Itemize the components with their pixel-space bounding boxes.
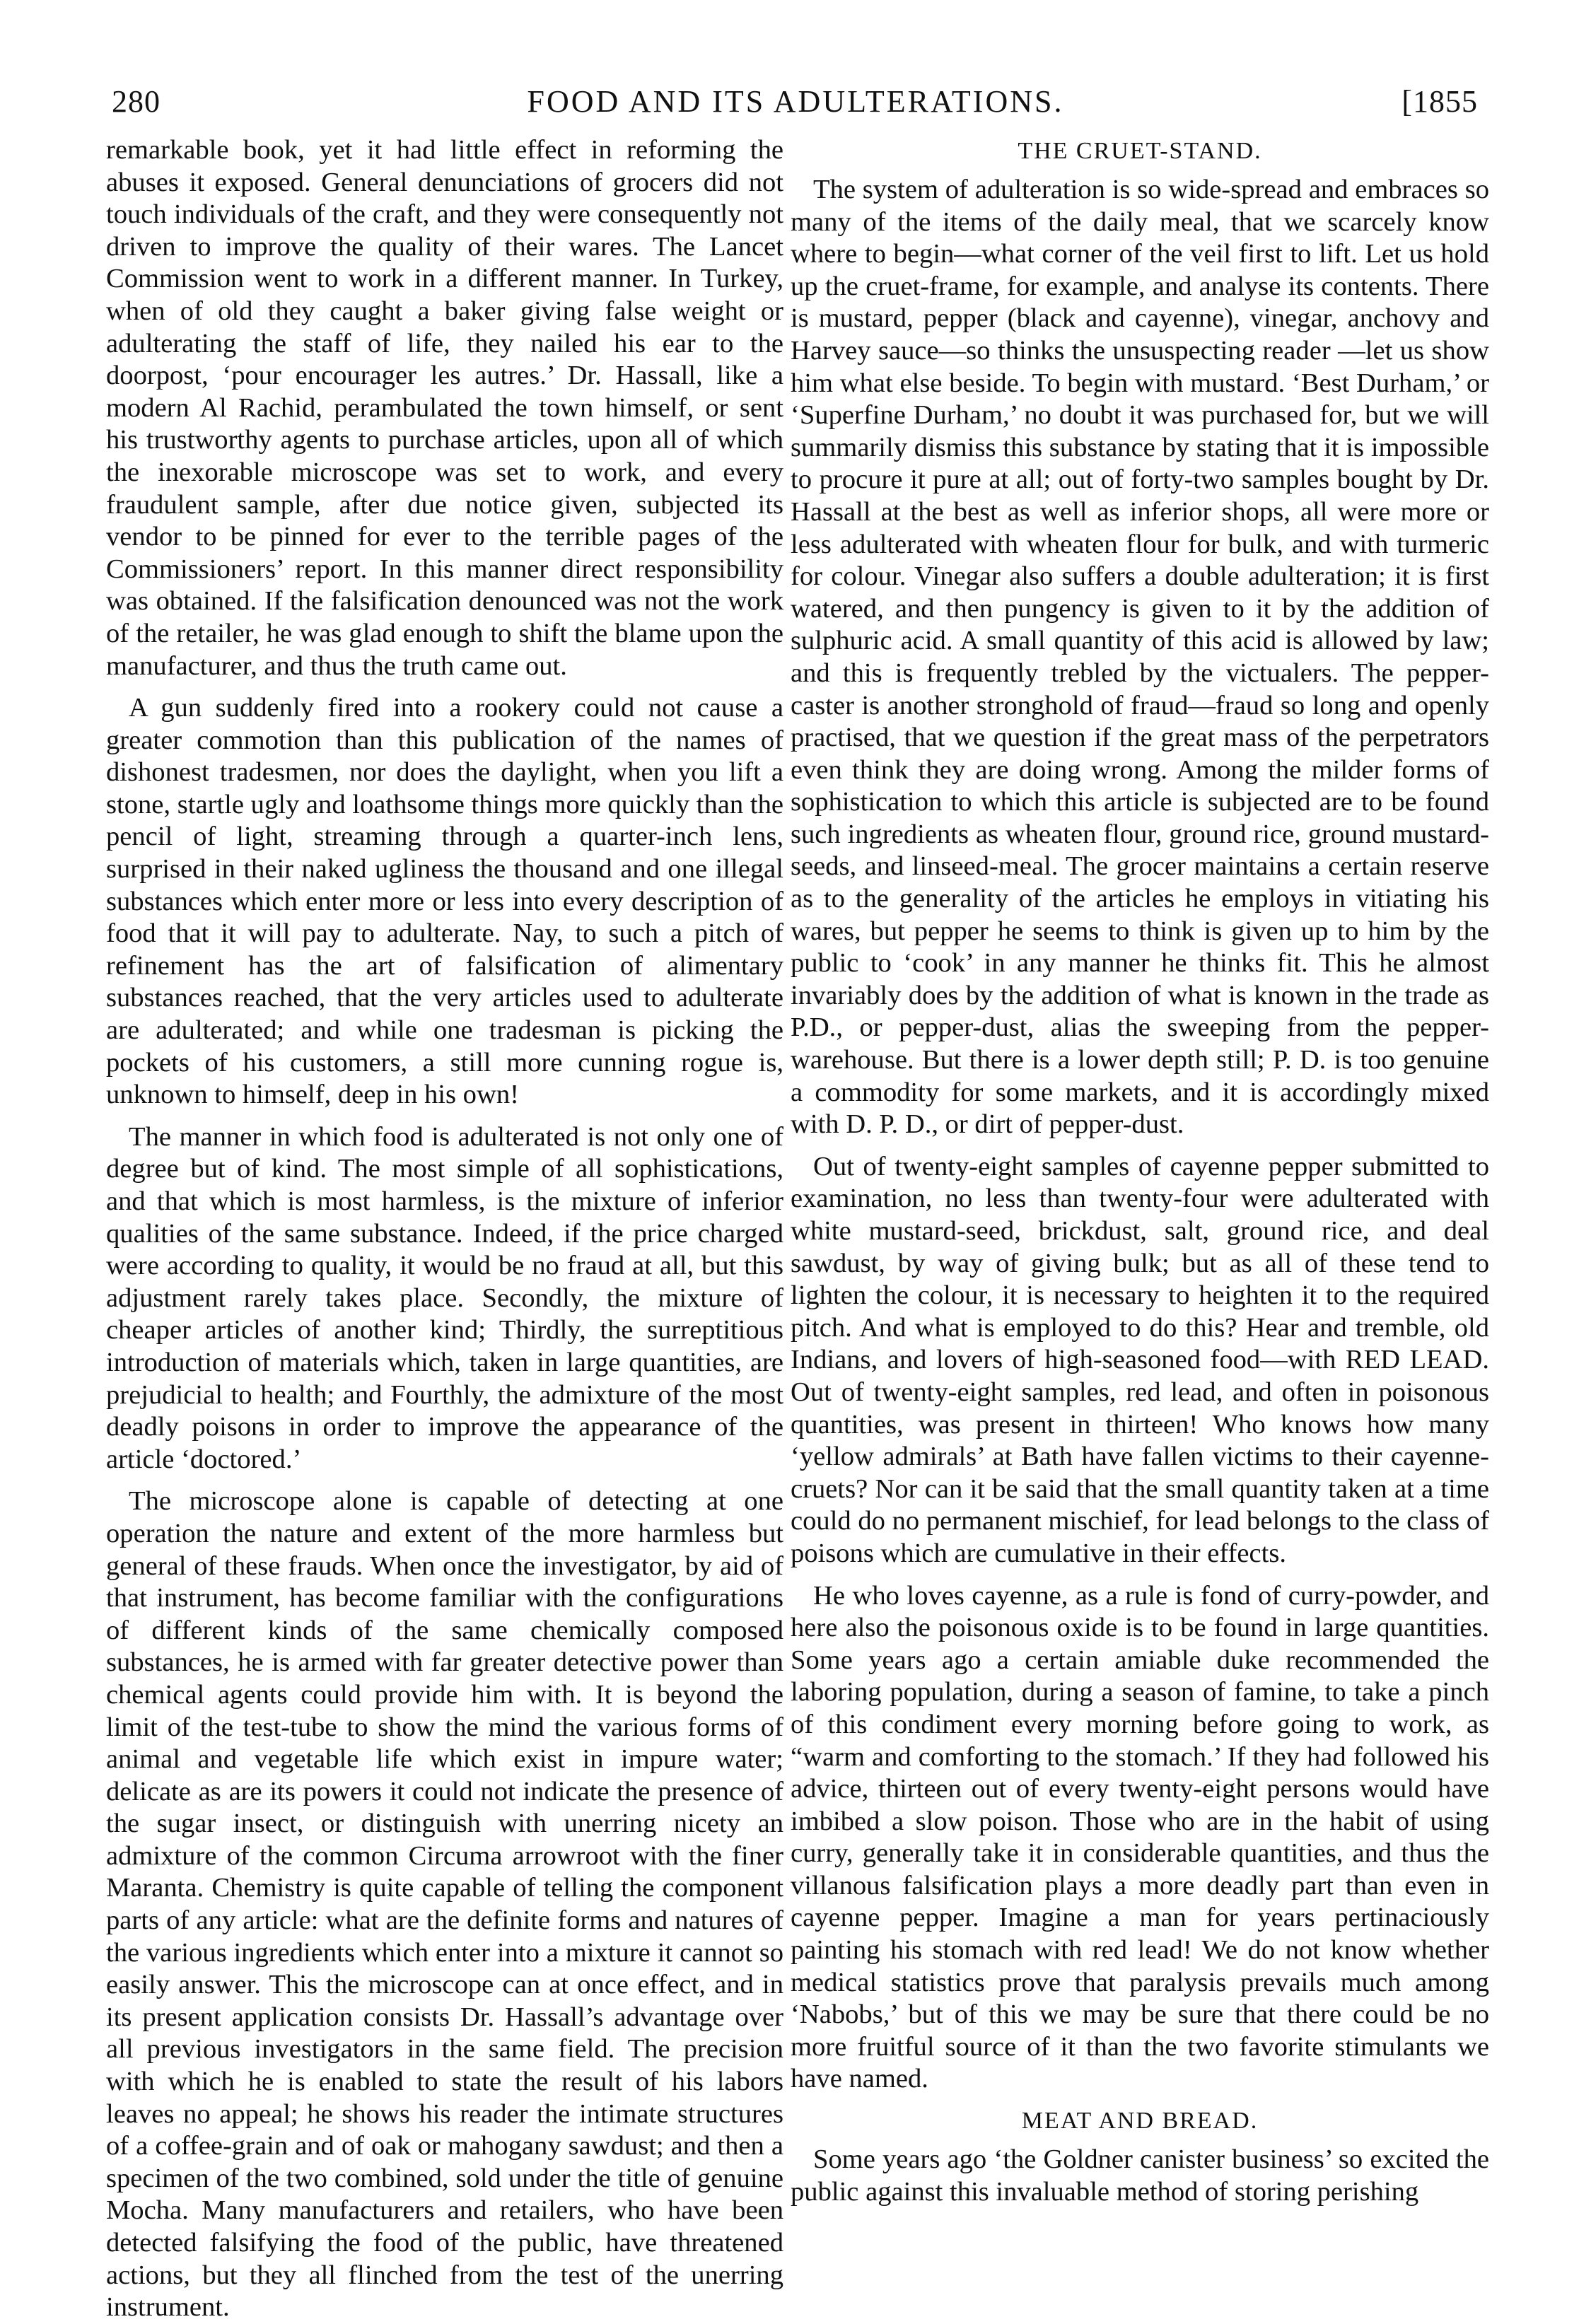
paragraph: The microscope alone is capable of detecting at one operation the nature and extent of the more harmless but general of these frauds. When once the investigator, by aid of that instrument, has become familiar with the configurations of different kinds of the same chemically composed substances, he is armed with far greater detective power than chemical agents could provide him with. It is beyond the limit of the test-tube to show the mind the various forms of animal and vegetable life which exist in impure water; delicate as are its powers it could not indicate the presence of the sugar insect, or distinguish with unerring nicety an admixture of the common Circuma arrowroot with the finer Maranta. Chemistry is quite capable of telling the component parts of any article: what are the definite forms and natures of the various ingredients which enter into a mixture it cannot so easily answer. This the microscope can at once effect, and in its present application consists Dr. Hassall’s advantage over all previous investigators in the same field. The precision with which he is enabled to state the result of his labors leaves no appeal; he shows his reader the intimate structures of a coffee-grain and of oak or mahogany sawdust; and then a specimen of the two combined, sold under the title of genuine Mocha. Many manufacturers and retailers, who have been detected falsifying the food of the public, have threatened actions, but they all flinched from the test of the unerring instrument.: [106, 1486, 783, 2323]
left-column: [106, 134, 783, 2324]
right-column: [791, 136, 1489, 2208]
paragraph: Out of twenty-eight samples of cayenne pepper submitted to examination, no less than twenty-four were adulterated with white mustard-seed, brickdust, salt, ground rice, and deal sawdust, by way of giving bulk; but as all of these tend to lighten the colour, it is necessary to heighten it to the required pitch. And what is employed to do this? Hear and tremble, old Indians, and lovers of high-seasoned food—with RED LEAD. Out of twenty-eight samples, red lead, and often in poisonous quantities, was present in thirteen! Who knows how many ‘yellow admirals’ at Bath have fallen victims to their cayenne-cruets? Nor can it be said that the small quantity taken at a time could do no permanent mischief, for lead belongs to the class of poisons which are cumulative in their effects.: [791, 1151, 1489, 1568]
page-number: 280: [112, 84, 161, 119]
section-heading-cruet-stand: THE CRUET-STAND.: [1018, 138, 1262, 164]
paragraph: A gun suddenly fired into a rookery could not cause a greater commotion than this publication of the names of dishonest tradesmen, nor does the daylight, when you lift a stone, startle ugly and loathsome things more quickly than the pencil of light, streaming through a quarter-inch lens, surprised in their naked ugliness the thousand and one illegal substances which enter more or less into every description of food that it will pay to adulterate. Nay, to such a pitch of refinement has the art of falsification of alimentary substances reached, that the very articles used to adulterate are adulterated; and while one tradesman is picking the pockets of his customers, a still more cunning rogue is, unknown to himself, deep in his own!: [106, 693, 783, 1110]
page-header: [106, 83, 1485, 126]
paragraph: The system of adulteration is so wide-spread and embraces so many of the items of the daily meal, that we scarcely know where to begin—what corner of the veil first to lift. Let us hold up the cruet-frame, for example, and analyse its contents. There is mustard, pepper (black and cayenne), vinegar, anchovy and Harvey sauce—so thinks the unsuspecting reader —let us show him what else beside. To begin with mustard. ‘Best Durham,’ or ‘Superfine Durham,’ no doubt it was purchased for, but we will summarily dismiss this substance by stating that it is impossible to procure it pure at all; out of forty-two samples bought by Dr. Hassall at the best as well as inferior shops, all were more or less adulterated with wheaten flour for bulk, and with turmeric for colour. Vinegar also suffers a double adulteration; it is first watered, and then pungency is given to it by the addition of sulphuric acid. A small quantity of this acid is allowed by law; and this is frequently trebled by the victualers. The pepper-caster is another stronghold of fraud—fraud so long and openly practised, that we question if the great mass of the perpetrators even think they are doing wrong. Among the milder forms of sophistication to which this article is subjected are to be found such ingredients as wheaten flour, ground rice, ground mustard-seeds, and linseed-meal. The grocer maintains a certain reserve as to the generality of the articles he employs in vitiating his wares, but pepper he seems to think is given up to him by the public to ‘cook’ in any manner he thinks fit. This he almost invariably does by the addition of what is known in the trade as P.D., or pepper-dust, alias the sweeping from the pepper-warehouse. But there is a lower depth still; P. D. is too genuine a commodity for some markets, and it is accordingly mixed with D. P. D., or dirt of pepper-dust.: [791, 175, 1489, 1140]
year-mark: [1855: [1401, 84, 1478, 119]
paragraph: The manner in which food is adulterated is not only one of degree but of kind. The most simple of all sophistications, and that which is most harmless, is the mixture of inferior qualities of the same substance. Indeed, if the price charged were according to quality, it would be no fraud at all, but this adjustment rarely takes place. Secondly, the mixture of cheaper articles of another kind; Thirdly, the surreptitious introduction of materials which, taken in large quantities, are prejudicial to health; and Fourthly, the admixture of the most deadly poisons in order to improve the appearance of the article ‘doctored.’: [106, 1121, 783, 1474]
paragraph: Some years ago ‘the Goldner canister business’ so excited the public against this invaluable method of storing perishing: [791, 2144, 1489, 2207]
section-heading-meat-and-bread: MEAT AND BREAD.: [1021, 2108, 1259, 2135]
running-title: FOOD AND ITS ADULTERATIONS.: [527, 84, 1064, 119]
paragraph: He who loves cayenne, as a rule is fond of curry-powder, and here also the poisonous oxide is to be found in large quantities. Some years ago a certain amiable duke recommended the laboring population, during a season of famine, to take a pinch of this condiment every morning before going to work, as “warm and comforting to the stomach.’ If they had followed his advice, thirteen out of every twenty-eight persons would have imbibed a slow poison. Those who are in the habit of using curry, generally take it in considerable quantities, and thus the villanous falsification plays a more deadly part than even in cayenne pepper. Imagine a man for years pertinaciously painting his stomach with red lead! We do not know whether medical statistics prove that paralysis prevails much among ‘Nabobs,’ but of this we may be sure that there could be no more fruitful source of it than the two favorite stimulants we have named.: [791, 1580, 1489, 2094]
paragraph: remarkable book, yet it had little effect in reforming the abuses it exposed. General denunciations of grocers did not touch individuals of the craft, and they were consequently not driven to improve the quality of their wares. The Lancet Commission went to work in a different manner. In Turkey, when of old they caught a baker giving false weight or adulterating the staff of life, they nailed his ear to the doorpost, ‘pour encourager les autres.’ Dr. Hassall, like a modern Al Rachid, perambulated the town himself, or sent his trustworthy agents to purchase articles, upon all of which the inexorable microscope was set to work, and every fraudulent sample, after due notice given, subjected its vendor to be pinned for ever to the terrible pages of the Commissioners’ report. In this manner direct responsibility was obtained. If the falsification denounced was not the work of the retailer, he was glad enough to shift the blame upon the manufacturer, and thus the truth came out.: [106, 135, 783, 681]
